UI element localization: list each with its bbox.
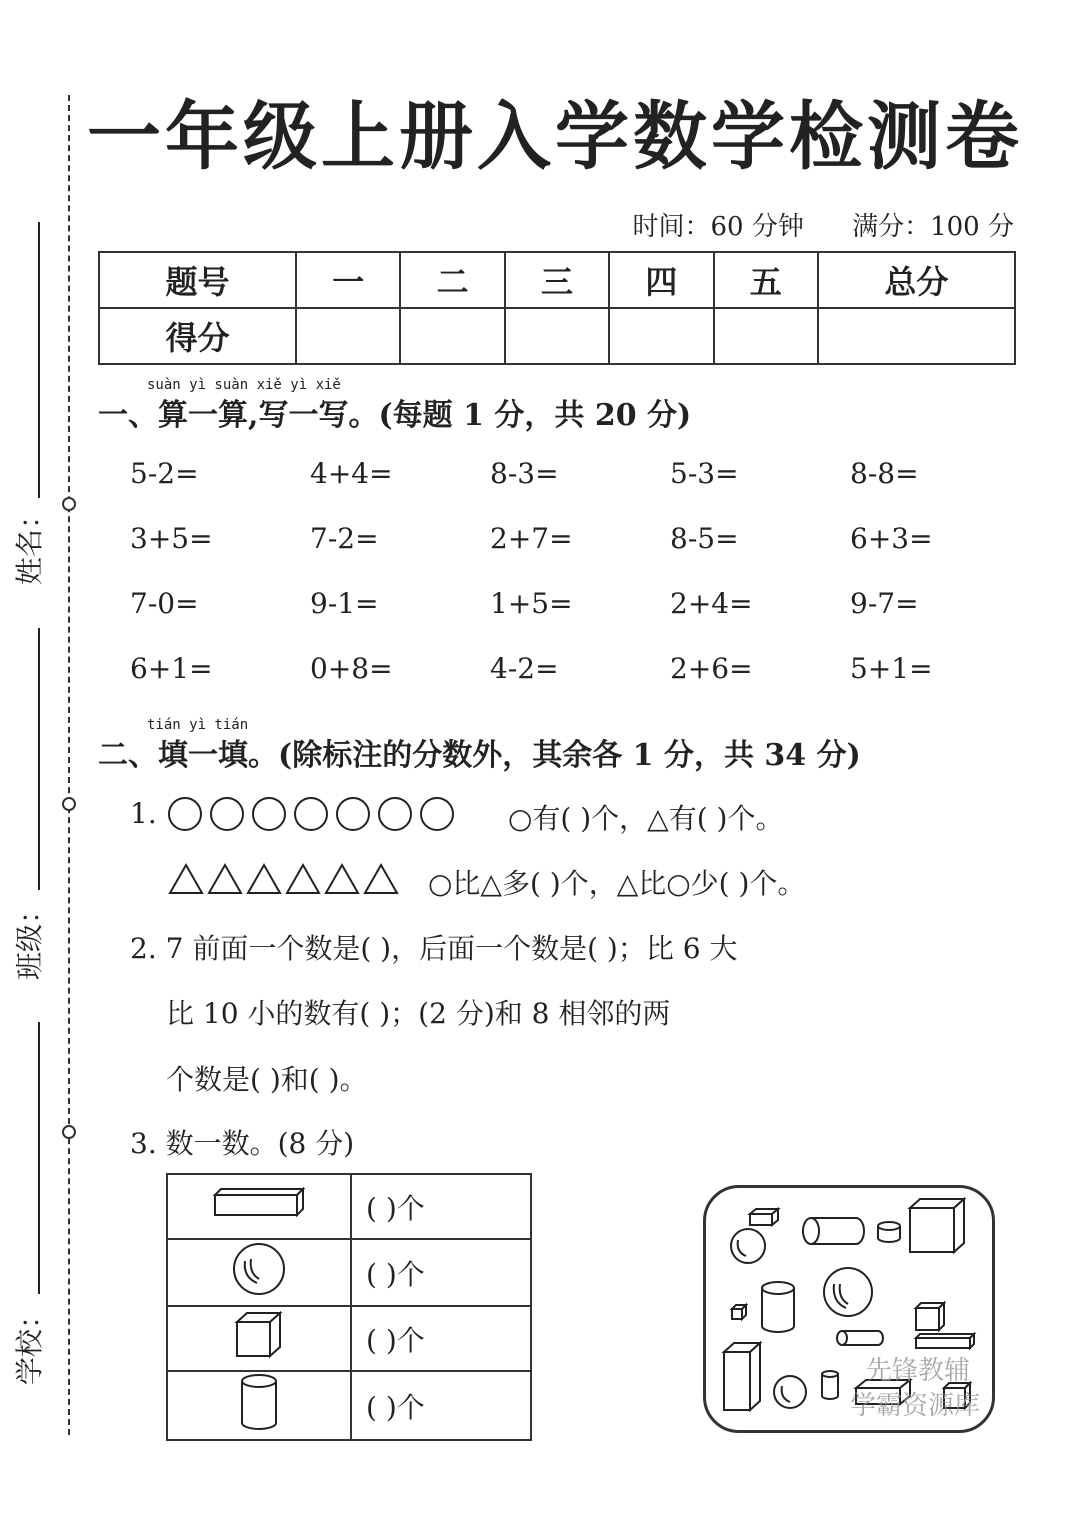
equation[interactable]: 5-2= bbox=[130, 457, 199, 490]
equation[interactable]: 6+1= bbox=[130, 652, 213, 685]
circle-shape bbox=[294, 797, 328, 831]
cube-cell bbox=[167, 1306, 351, 1371]
q1-line1[interactable]: ○有( )个，△有( )个。 bbox=[508, 802, 784, 835]
count-answer[interactable]: ( )个 bbox=[351, 1306, 531, 1371]
time-limit: 时间：60 分钟 bbox=[632, 212, 804, 242]
score-header-cell: 总分 bbox=[818, 252, 1015, 308]
circle-row bbox=[168, 797, 462, 831]
school-write-line[interactable] bbox=[38, 1022, 40, 1294]
binding-hole bbox=[62, 1125, 76, 1139]
equation[interactable]: 7-2= bbox=[310, 522, 379, 555]
score-header-cell: 题号 bbox=[99, 252, 296, 308]
cylinder-icon bbox=[239, 1373, 279, 1431]
watermark-line2: 学霸资源库 bbox=[850, 1391, 981, 1421]
count-row bbox=[167, 1306, 531, 1371]
score-header-cell: 三 bbox=[505, 252, 609, 308]
cube-icon bbox=[234, 1310, 284, 1360]
score-table bbox=[98, 251, 1016, 365]
name-write-line[interactable] bbox=[38, 222, 40, 498]
section1-title: 一、算一算,写一写。(每题 1 分，共 20 分) bbox=[98, 398, 692, 433]
sphere-cell bbox=[167, 1239, 351, 1306]
equation[interactable]: 8-5= bbox=[670, 522, 739, 555]
sphere-icon bbox=[231, 1241, 287, 1297]
cuboid-cell bbox=[167, 1174, 351, 1239]
score-cell[interactable] bbox=[505, 308, 609, 364]
score-header-cell: 二 bbox=[400, 252, 504, 308]
equation[interactable]: 0+8= bbox=[310, 652, 393, 685]
circle-shape bbox=[378, 797, 412, 831]
binding-hole bbox=[62, 497, 76, 511]
equation[interactable]: 2+7= bbox=[490, 522, 573, 555]
section2-title: 二、填一填。(除标注的分数外，其余各 1 分，共 34 分) bbox=[98, 738, 861, 773]
score-cell[interactable] bbox=[714, 308, 818, 364]
class-label: 班级： bbox=[13, 895, 46, 980]
equation[interactable]: 9-7= bbox=[850, 587, 919, 620]
circle-shape bbox=[420, 797, 454, 831]
class-write-line[interactable] bbox=[38, 628, 40, 890]
equation[interactable]: 5+1= bbox=[850, 652, 933, 685]
triangle-shapes bbox=[168, 862, 404, 896]
circle-shape bbox=[336, 797, 370, 831]
equation[interactable]: 8-8= bbox=[850, 457, 919, 490]
full-score: 满分：100 分 bbox=[852, 212, 1014, 242]
q1-number: 1. bbox=[130, 797, 157, 830]
count-row bbox=[167, 1239, 531, 1306]
score-header-cell: 四 bbox=[609, 252, 713, 308]
count-answer[interactable]: ( )个 bbox=[351, 1174, 531, 1239]
score-cell[interactable] bbox=[609, 308, 713, 364]
equation[interactable]: 7-0= bbox=[130, 587, 199, 620]
q1-line2[interactable]: ○比△多( )个，△比○少( )个。 bbox=[428, 867, 806, 900]
count-row bbox=[167, 1371, 531, 1440]
triangle-row bbox=[168, 862, 404, 900]
cuboid-icon bbox=[211, 1187, 307, 1219]
score-header-row bbox=[99, 252, 1015, 308]
exam-meta bbox=[592, 206, 1014, 243]
cylinder-cell bbox=[167, 1371, 351, 1440]
count-answer[interactable]: ( )个 bbox=[351, 1239, 531, 1306]
score-row bbox=[99, 308, 1015, 364]
score-header-cell: 一 bbox=[296, 252, 400, 308]
count-answer[interactable]: ( )个 bbox=[351, 1371, 531, 1440]
watermark-line1: 先锋教辅 bbox=[866, 1356, 971, 1386]
q2-line3[interactable]: 个数是( )和( )。 bbox=[166, 1063, 368, 1096]
circle-shape bbox=[210, 797, 244, 831]
equation[interactable]: 4+4= bbox=[310, 457, 393, 490]
page-title: 一年级上册入学数学检测卷 bbox=[87, 94, 1023, 180]
score-row-label: 得分 bbox=[99, 308, 296, 364]
count-row bbox=[167, 1174, 531, 1239]
score-cell[interactable] bbox=[818, 308, 1015, 364]
equation[interactable]: 3+5= bbox=[130, 522, 213, 555]
circle-shape bbox=[168, 797, 202, 831]
equation[interactable]: 4-2= bbox=[490, 652, 559, 685]
school-label: 学校： bbox=[13, 1300, 46, 1385]
equation[interactable]: 2+6= bbox=[670, 652, 753, 685]
q3-title: 3. 数一数。(8 分) bbox=[130, 1127, 355, 1160]
q2-line1[interactable]: 2. 7 前面一个数是( )，后面一个数是( )；比 6 大 bbox=[130, 932, 738, 965]
count-table bbox=[166, 1173, 532, 1441]
name-label: 姓名： bbox=[13, 500, 46, 585]
score-header-cell: 五 bbox=[714, 252, 818, 308]
equation[interactable]: 9-1= bbox=[310, 587, 379, 620]
equation[interactable]: 1+5= bbox=[490, 587, 573, 620]
binding-dashed-line bbox=[68, 95, 70, 1435]
equation[interactable]: 8-3= bbox=[490, 457, 559, 490]
section2-pinyin: tián yì tián bbox=[147, 717, 249, 733]
equation[interactable]: 2+4= bbox=[670, 587, 753, 620]
score-cell[interactable] bbox=[296, 308, 400, 364]
equation[interactable]: 6+3= bbox=[850, 522, 933, 555]
circle-shape bbox=[252, 797, 286, 831]
equation[interactable]: 5-3= bbox=[670, 457, 739, 490]
binding-hole bbox=[62, 797, 76, 811]
section1-pinyin: suàn yì suàn xiě yì xiě bbox=[147, 377, 341, 393]
score-cell[interactable] bbox=[400, 308, 504, 364]
q2-line2[interactable]: 比 10 小的数有( )；(2 分)和 8 相邻的两 bbox=[166, 997, 671, 1030]
